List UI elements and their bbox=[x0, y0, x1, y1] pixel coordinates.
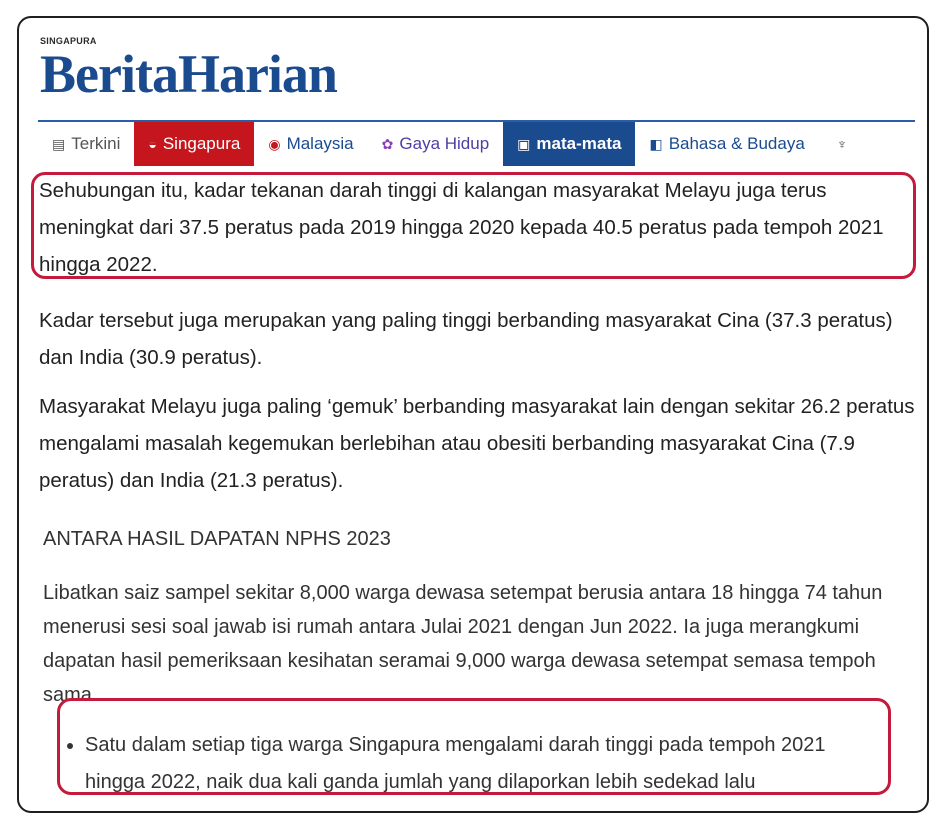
site-header bbox=[40, 36, 337, 104]
book-icon: ◧ bbox=[649, 135, 663, 152]
nav-bahasa-budaya[interactable] bbox=[635, 122, 818, 166]
nav-malaysia-label: Malaysia bbox=[286, 134, 354, 153]
section-heading: ANTARA HASIL DAPATAN NPHS 2023 bbox=[43, 528, 391, 550]
nav-podcast[interactable] bbox=[819, 122, 854, 166]
paragraph-4: Libatkan saiz sampel sekitar 8,000 warga dewasa setempat berusia antara 18 hingga 74 tahun menerusi sesi soal jawab isi rumah antara Julai 2021 dengan Jun 2022. Ia juga merangkumi dapatan hasil pemeriksaan kesihatan seramai 9,000 warga dewasa setempat semasa tempoh sama. bbox=[43, 582, 883, 706]
nav-mata-mata-label: mata-mata bbox=[536, 134, 622, 153]
nav-malaysia[interactable] bbox=[254, 122, 367, 166]
nav-bahasa-budaya-label: Bahasa & Budaya bbox=[668, 134, 805, 153]
singapore-icon: ◒ bbox=[148, 136, 157, 152]
nav-terkini-label: Terkini bbox=[71, 134, 121, 153]
region-label: SINGAPURA bbox=[40, 36, 97, 46]
paragraph-2: Kadar tersebut juga merupakan yang paling tinggi berbanding masyarakat Cina (37.3 peratus) dan India (30.9 peratus). bbox=[39, 309, 893, 369]
nav-terkini[interactable] bbox=[38, 122, 134, 166]
article-frame bbox=[17, 16, 929, 813]
newspaper-icon: ▤ bbox=[52, 135, 66, 152]
microphone-icon: ♆ bbox=[836, 136, 848, 152]
nav-singapura-label: Singapura bbox=[162, 134, 241, 153]
site-logo[interactable]: BeritaHarian bbox=[40, 44, 337, 104]
paragraph-1: Sehubungan itu, kadar tekanan darah tinggi di kalangan masyarakat Melayu juga terus meningkat dari 37.5 peratus pada 2019 hingga 2020 kepada 40.5 peratus pada tempoh 2021 hingga 2022. bbox=[39, 179, 884, 276]
paragraph-3: Masyarakat Melayu juga paling ‘gemuk’ berbanding masyarakat lain dengan sekitar 26.2 peratus mengalami masalah kegemukan berlebihan atau obesiti berbanding masyarakat Cina (7.9 peratus) dan India (21.3 peratus). bbox=[39, 395, 915, 492]
malaysia-icon: ◉ bbox=[268, 135, 281, 152]
nav-singapura[interactable] bbox=[134, 122, 254, 166]
highlight-box-1 bbox=[31, 172, 916, 279]
nav-gaya-hidup-label: Gaya Hidup bbox=[399, 134, 490, 153]
bullet-item-1: • Satu dalam setiap tiga warga Singapura mengalami darah tinggi pada tempoh 2021 hingga 2022, naik dua kali ganda jumlah yang dilaporkan lebih sedekad lalu bbox=[85, 727, 883, 801]
highlight-box-2 bbox=[57, 698, 891, 795]
image-icon: ▣ bbox=[517, 135, 531, 152]
main-nav bbox=[38, 122, 853, 166]
nav-mata-mata[interactable] bbox=[503, 122, 635, 166]
lifestyle-icon: ✿ bbox=[381, 135, 394, 152]
nav-gaya-hidup[interactable] bbox=[368, 122, 504, 166]
